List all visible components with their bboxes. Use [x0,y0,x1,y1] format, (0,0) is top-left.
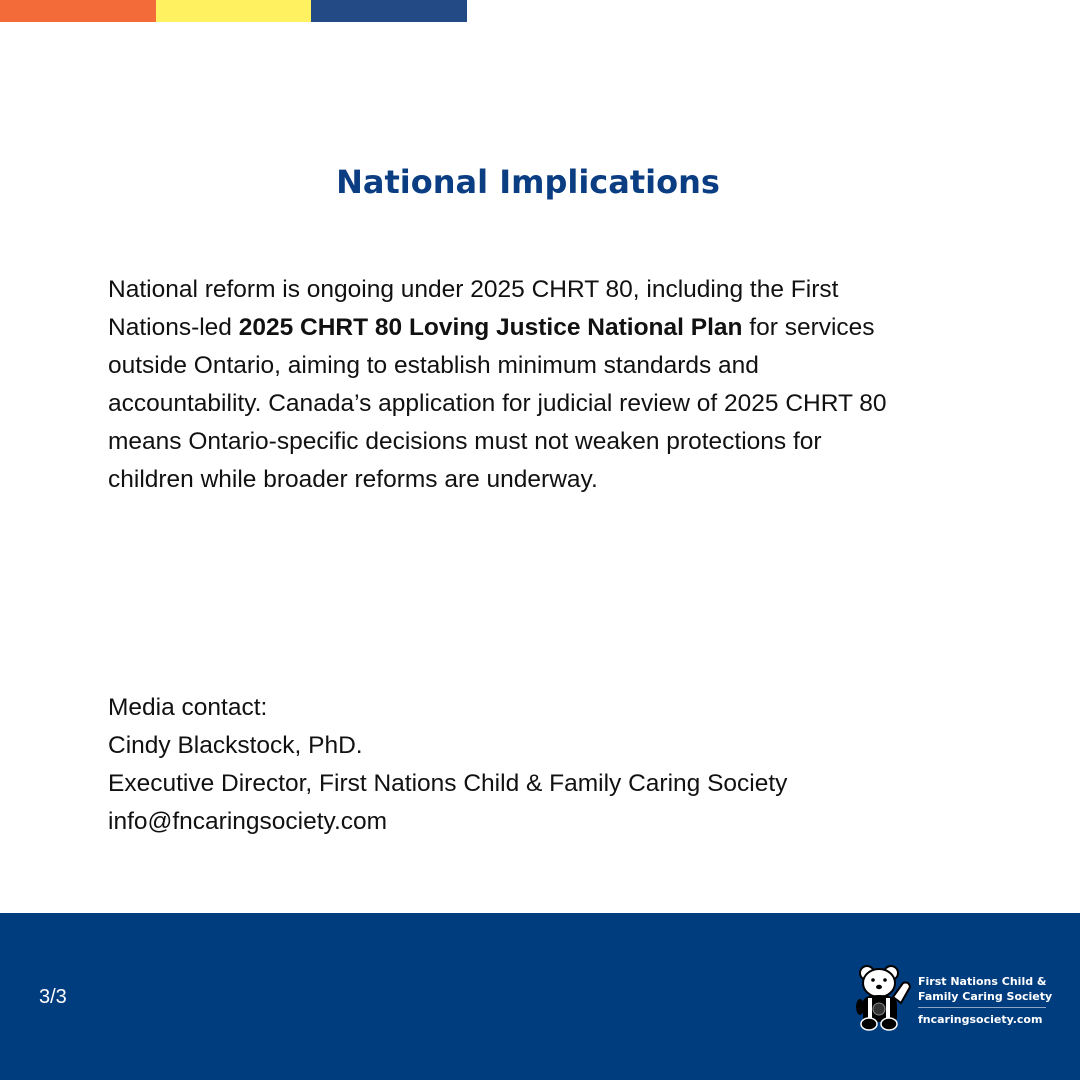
body-text-segment: means Ontario-specific decisions must not weaken protections for [108,428,822,455]
body-line [108,423,968,461]
body-text-segment: outside Ontario, aiming to establish minimum standards and [108,352,759,379]
plan-name-bold: 2025 CHRT 80 Loving Justice National Plan [238,314,743,341]
logo-line-1: First Nations Child & [918,975,1047,988]
logo-org-name [918,974,1052,1004]
page-number: 3/3 [39,986,67,1008]
body-paragraph [108,271,968,499]
accent-bar-yellow [156,0,311,22]
body-text-segment: accountability. Canada’s application for judicial review of 2025 CHRT 80 [108,390,887,417]
body-line [108,271,968,309]
accent-bar-orange [0,0,156,22]
body-text-segment: National reform is ongoing under 2025 CHRT 80, including the First [108,276,839,303]
body-text-segment: Nations-led [108,314,239,341]
body-text-segment: children while broader reforms are underway. [108,466,598,493]
media-contact-block [108,689,968,841]
footer [0,913,1080,1080]
logo-url[interactable]: fncaringsociety.com [918,1013,1043,1026]
contact-role: Executive Director, First Nations Child & Family Caring Society [108,770,788,797]
accent-bar-blue [311,0,467,22]
teddy-bear-icon [855,961,917,1033]
page-title: National Implications [336,163,720,201]
contact-label: Media contact: [108,694,268,721]
body-line [108,385,968,423]
contact-name: Cindy Blackstock, PhD. [108,732,363,759]
body-line [108,347,968,385]
body-line [108,309,968,347]
logo-line-2: Family Caring Society [918,990,1053,1003]
contact-email[interactable]: info@fncaringsociety.com [108,808,388,835]
body-line [108,461,968,499]
logo-divider [918,1007,1046,1008]
organization-logo [855,961,1055,1033]
body-text-segment: for services [742,314,875,341]
